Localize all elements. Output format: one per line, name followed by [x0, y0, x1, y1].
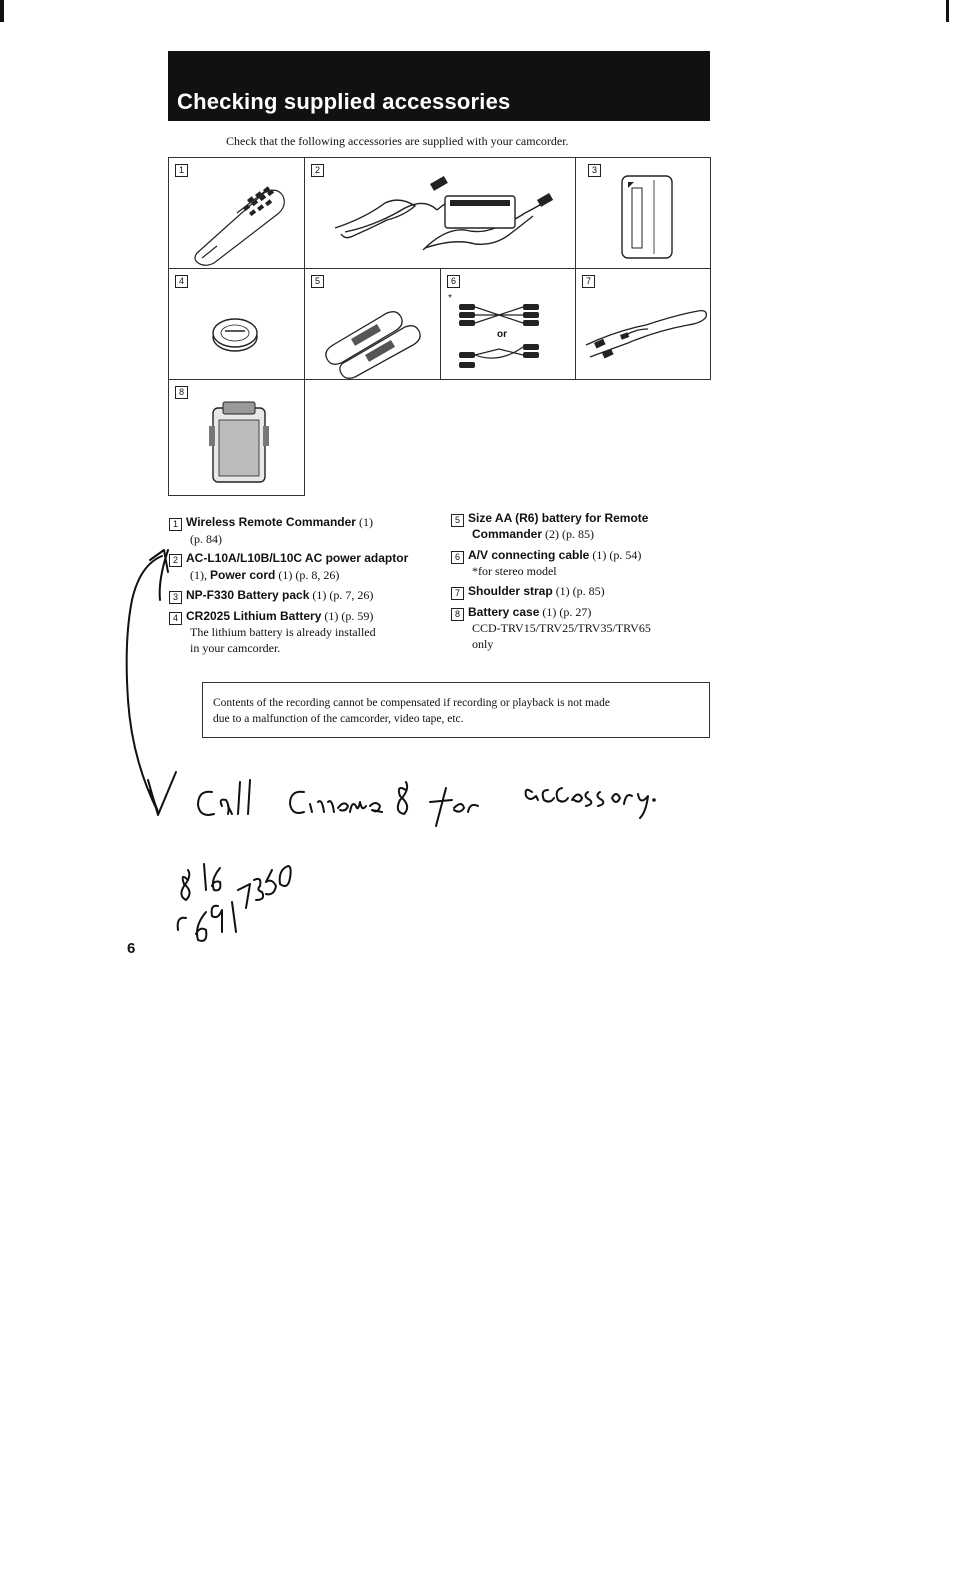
cell-number: 1: [175, 164, 188, 177]
item-name-b: Power cord: [210, 568, 276, 582]
item-number: 6: [451, 551, 464, 564]
item-4-line2: The lithium battery is already installed: [190, 625, 376, 639]
item-number: 1: [169, 518, 182, 531]
item-detail: (1) (p. 7, 26): [309, 588, 374, 602]
item-detail: (1) (p. 54): [589, 548, 642, 562]
item-name: AC-L10A/L10B/L10C AC power adaptor: [186, 551, 409, 565]
item-name: CR2025 Lithium Battery: [186, 609, 322, 623]
item-8-line2: CCD-TRV15/TRV25/TRV35/TRV65: [472, 621, 651, 635]
cell-number: 6: [447, 275, 460, 288]
item-detail: (1) (p. 59): [321, 609, 374, 623]
cell-number: 5: [311, 275, 324, 288]
item-6-line2: *for stereo model: [472, 564, 557, 578]
intro-text: Check that the following accessories are supplied with your camcorder.: [226, 134, 569, 148]
item-number: 3: [169, 591, 182, 604]
item-4-line3: in your camcorder.: [190, 641, 281, 655]
item-name: Battery case: [468, 605, 540, 619]
item-name: Shoulder strap: [468, 584, 553, 598]
item-number: 2: [169, 554, 182, 567]
cell-number: 8: [175, 386, 188, 399]
item-detail: (1) (p. 27): [539, 605, 592, 619]
item-detail: (1),: [190, 568, 210, 582]
page-number: 6: [127, 940, 136, 957]
cell-number: 4: [175, 275, 188, 288]
item-number: 7: [451, 587, 464, 600]
item-number: 8: [451, 608, 464, 621]
item-detail: (2) (p. 85): [542, 527, 594, 541]
item-name-2: Commander: [472, 527, 543, 541]
notice-line-1: Contents of the recording cannot be compensated if recording or playback is not made: [213, 697, 610, 709]
item-name: Size AA (R6) battery for Remote: [468, 511, 649, 525]
item-name: NP-F330 Battery pack: [186, 588, 310, 602]
item-number: 5: [451, 514, 464, 527]
item-detail: (1) (p. 85): [552, 584, 605, 598]
item-detail-b: (1) (p. 8, 26): [275, 568, 340, 582]
item-name: Wireless Remote Commander: [186, 515, 356, 529]
cell-number: 3: [588, 164, 601, 177]
or-label: or: [497, 329, 507, 340]
item-1-line2: (p. 84): [190, 532, 222, 546]
item-detail: (1): [355, 515, 373, 529]
item-name: A/V connecting cable: [468, 548, 590, 562]
cell-number: 2: [311, 164, 324, 177]
item-number: 4: [169, 612, 182, 625]
stereo-marker: *: [448, 293, 452, 304]
cell-number: 7: [582, 275, 595, 288]
notice-line-2: due to a malfunction of the camcorder, video tape, etc.: [213, 713, 464, 725]
item-8-line3: only: [472, 637, 494, 651]
page-title: Checking supplied accessories: [177, 89, 511, 114]
